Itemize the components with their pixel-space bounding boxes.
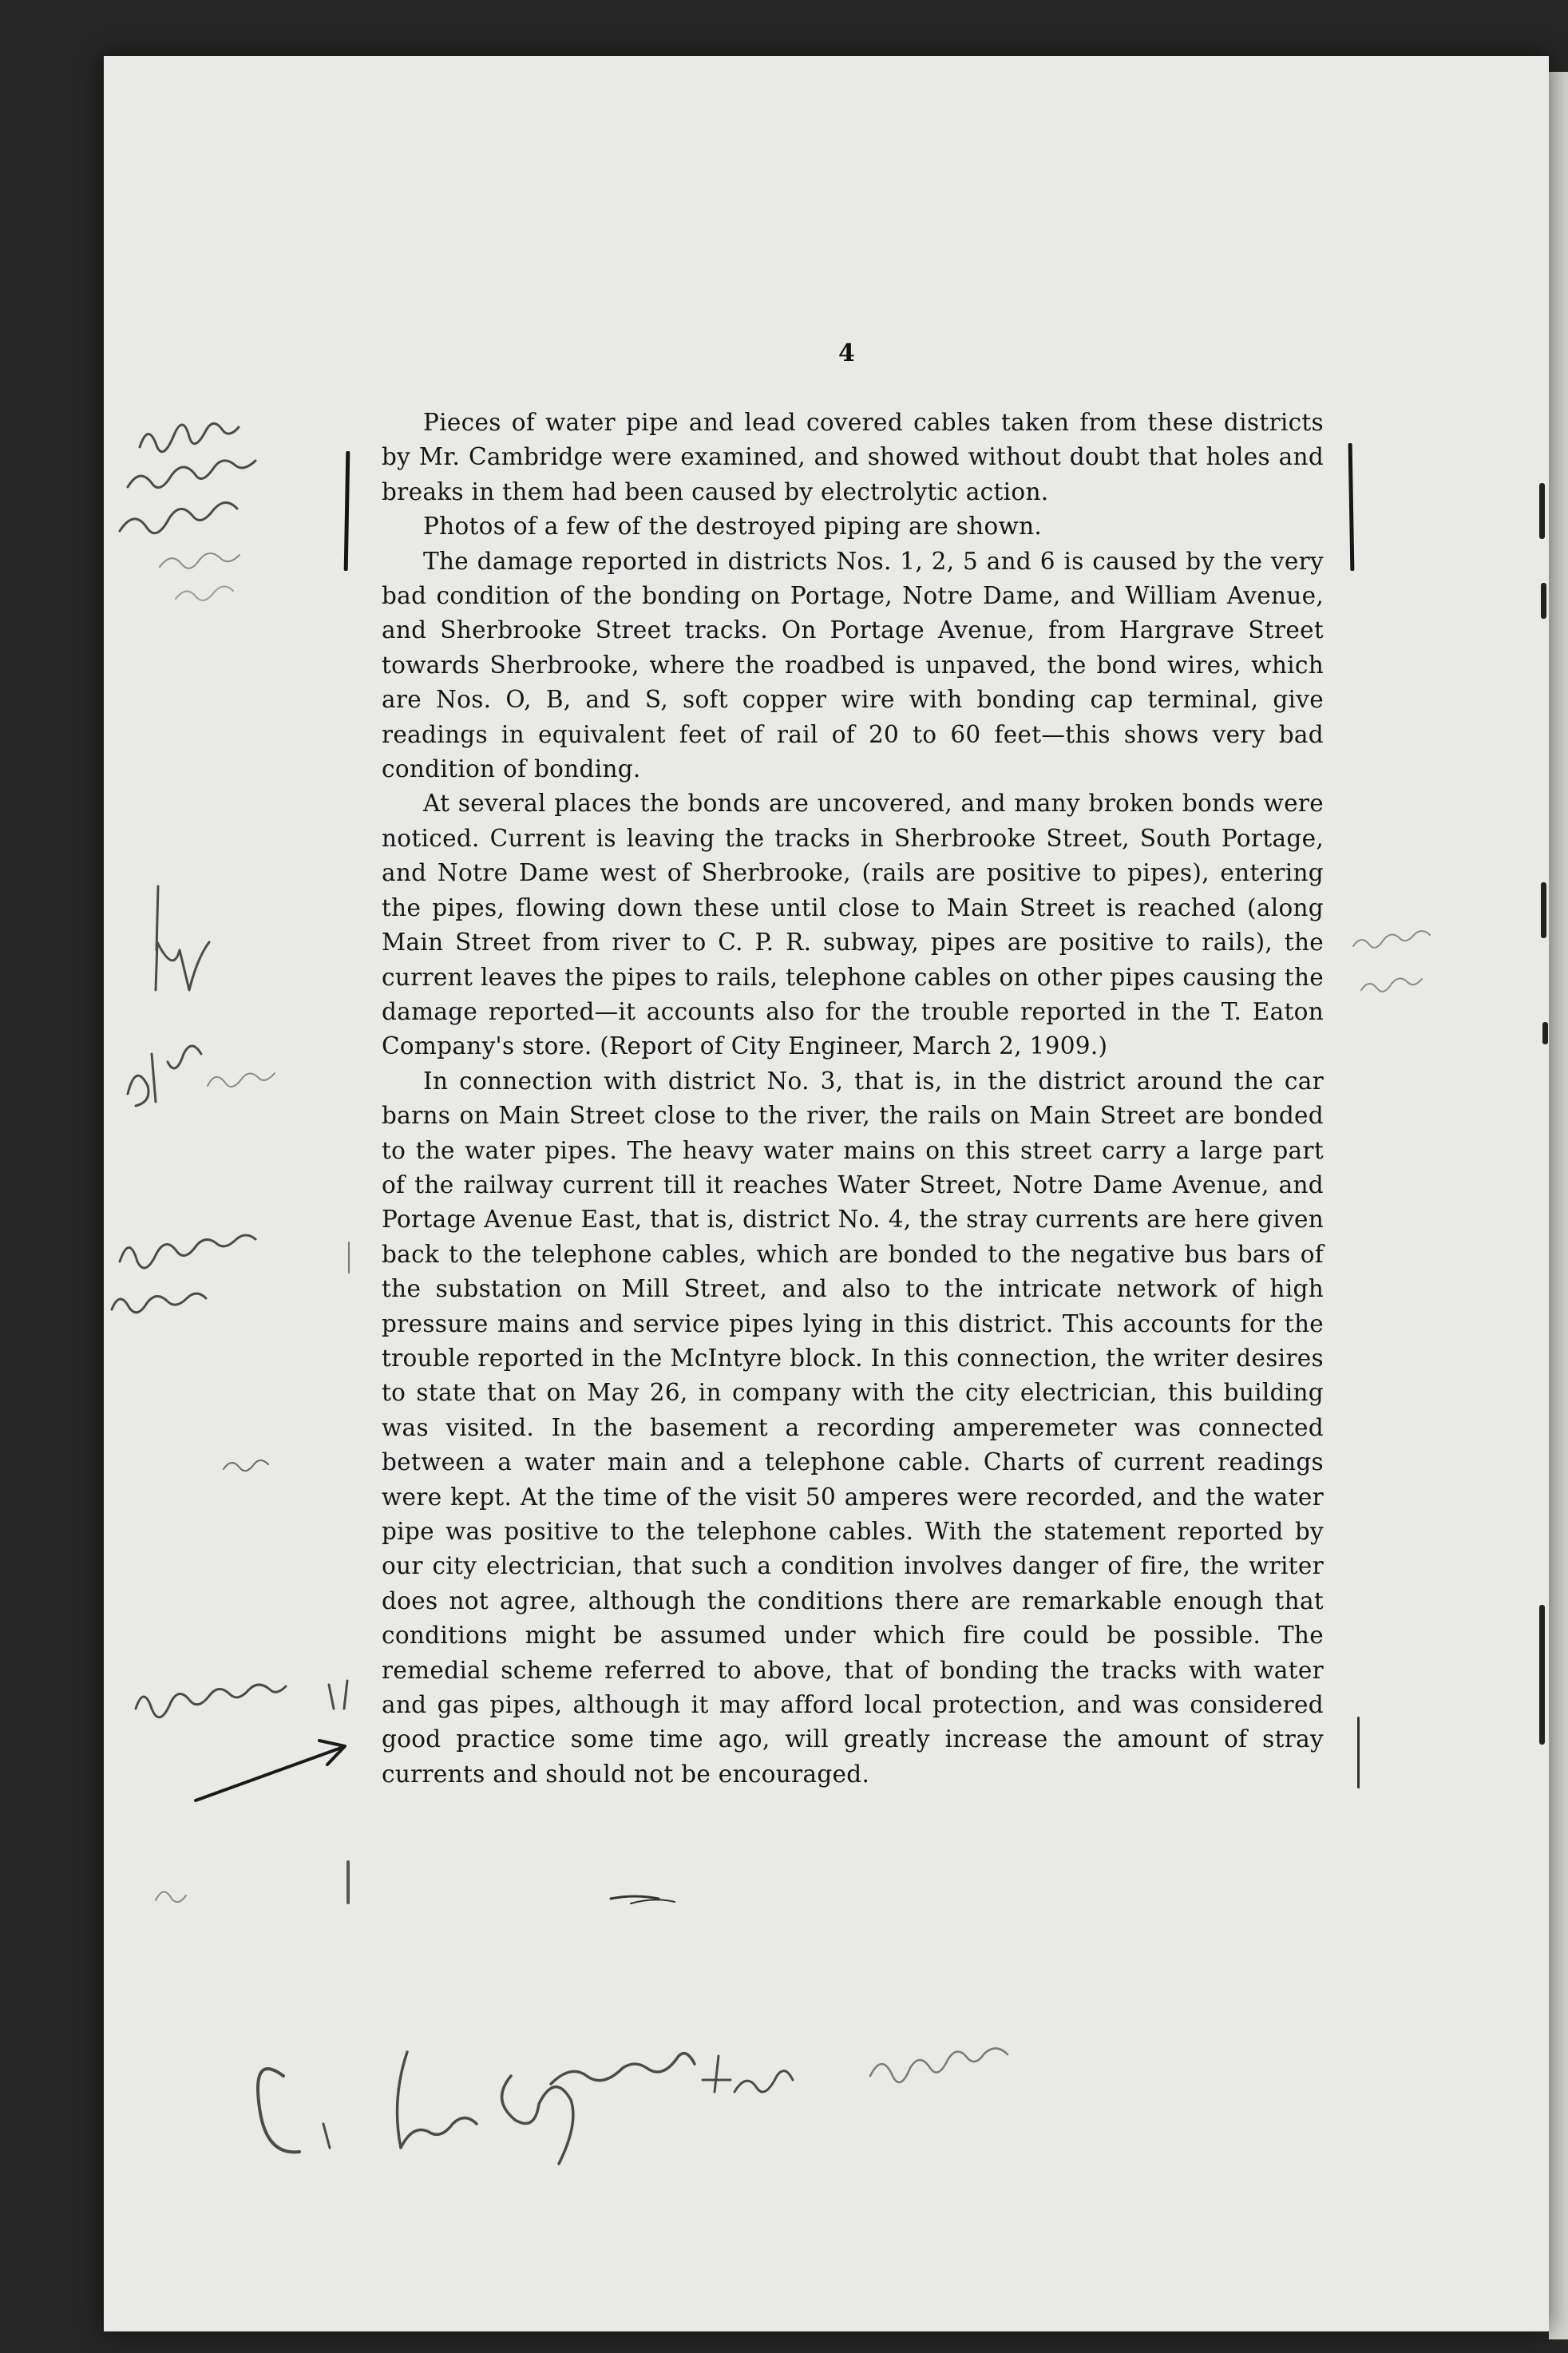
edge-mark <box>1542 1022 1548 1044</box>
edge-mark <box>1541 882 1546 938</box>
margin-sidebar-mark <box>1357 1717 1360 1789</box>
margin-sidebar-mark <box>346 1860 350 1904</box>
body-text <box>382 406 1324 1792</box>
margin-sidebar-mark <box>348 1242 350 1274</box>
edge-mark <box>1539 483 1545 539</box>
edge-mark <box>1541 583 1546 619</box>
paragraph: Pieces of water pipe and lead covered cables taken from these districts by Mr. Cambridge were examined, and showed without doubt that holes and breaks in them had been caused by electrolytic action. <box>382 409 1324 505</box>
adjacent-page-edge <box>1549 72 1568 2339</box>
page-number: 4 <box>838 339 855 367</box>
paragraph: Photos of a few of the destroyed piping are shown. <box>423 513 1043 541</box>
edge-mark <box>1539 1605 1545 1745</box>
paragraph: The damage reported in districts Nos. 1, 2, 5 and 6 is caused by the very bad condition of the bonding on Portage, Notre Dame, and William Avenue, and Sherbrooke Street tracks. On Portage Avenue, from Hargrave Street towards Sherbrooke, where the roadbed is unpaved, the bond wires, which are Nos. O, B, and S, soft copper wire with bonding cap terminal, give readings in equivalent feet of rail of 20 to 60 feet—this shows very bad condition of bonding. <box>382 547 1324 783</box>
paragraph: In connection with district No. 3, that is, in the district around the car barns on Main Street close to the river, the rails on Main Street are bonded to the water pipes. The heavy water mains on this street carry a large part of the railway current till it reaches Water Street, Notre Dame Avenue, and Portage Avenue East, that is, district No. 4, the stray currents are here given back to the telephone cables, which are bonded to the negative bus bars of the substation on Mill Street, and also to the intricate network of high pressure mains and service pipes lying in this district. This accounts for the trouble reported in the McIntyre block. In this connection, the writer desires to state that on May 26, in company with the city electrician, this building was visited. In the basement a recording amperemeter was connected between a water main and a telephone cable. Charts of current readings were kept. At the time of the visit 50 amperes were recorded, and the water pipe was positive to the telephone cables. With the statement reported by our city electrician, that such a condition involves danger of fire, the writer does not agree, although the conditions there are remarkable enough that conditions might be assumed under which fire could be possible. The remedial scheme referred to above, that of bonding the tracks with water and gas pipes, although it may afford local protection, and was considered good practice some time ago, will greatly increase the amount of stray currents and should not be encouraged. <box>382 1067 1324 1788</box>
paragraph: At several places the bonds are uncovered, and many broken bonds were noticed. Current is leaving the tracks in Sherbrooke Street, South Portage, and Notre Dame west of Sherbrooke, (rails are positive to pipes), entering the pipes, flowing down these until close to Main Street is reached (along Main Street from river to C. P. R. subway, pipes are positive to rails), the current leaves the pipes to rails, telephone cables on other pipes causing the damage reported—it accounts also for the trouble reported in the T. Eaton Company's store. (Report of City Engineer, March 2, 1909.) <box>382 790 1324 1060</box>
